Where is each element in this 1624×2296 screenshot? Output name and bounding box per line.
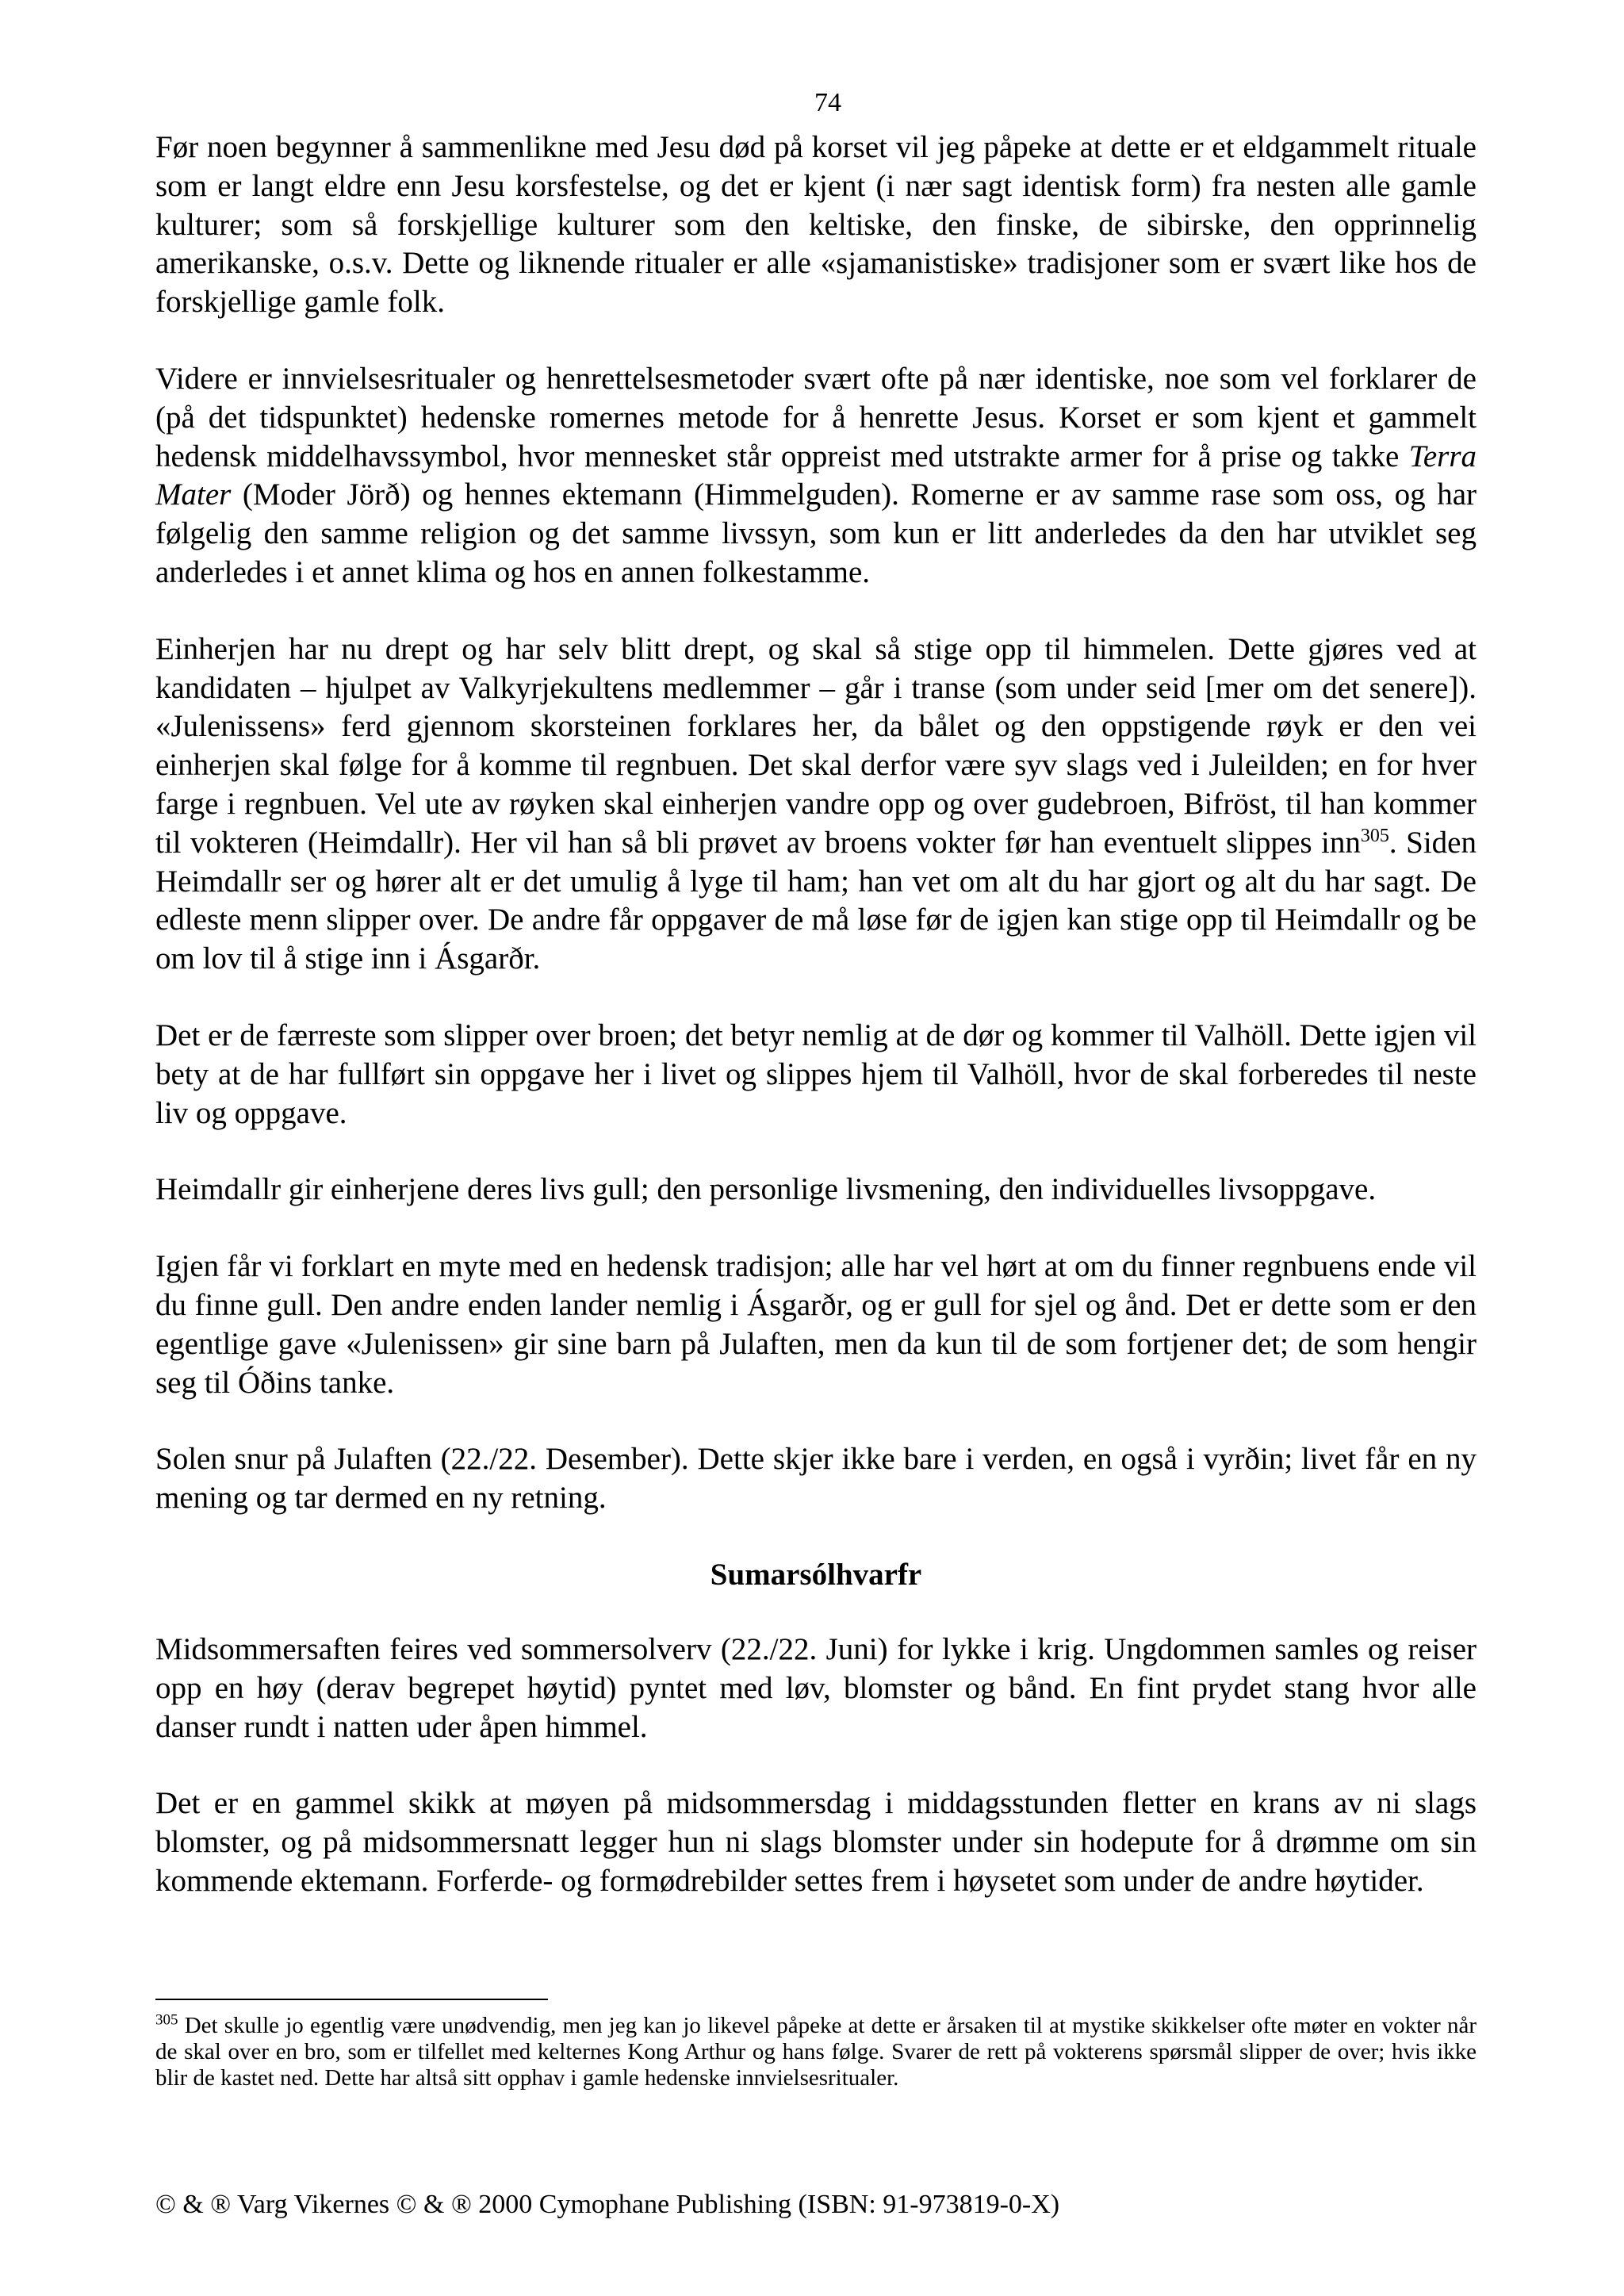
paragraph-3-text-a: Einherjen har nu drept og har selv blitt drept, og skal så stige opp til himmelen. Dette gjøres ved at kandidaten – hjulpet av Valkyrjekultens medlemmer – går i transe (som under seid [mer om det senere]). «Julenissens» ferd gjennom skorsteinen forklares her, da bålet og den oppstigende røyk er den vei einherjen skal følge for å komme til regnbuen. Det skal derfor være syv slags ved i Juleilden; en for hver farge i regnbuen. Vel ute av røyken skal einherjen vandre opp og over gudebroen, Bifröst, til han kommer til vokteren (Heimdallr). Her vil han så bli prøvet av broens vokter før han eventuelt slippes inn — [155, 631, 1477, 860]
footnote-reference[interactable]: 305 — [1360, 825, 1389, 846]
page-body — [155, 87, 1477, 1939]
paragraph-3 — [155, 631, 1477, 979]
copyright-line: © & ® Varg Vikernes © & ® 2000 Cymophane Publishing (ISBN: 91-973819-0-X) — [155, 2190, 1060, 2219]
section-heading: Sumarsólhvarfr — [710, 1557, 922, 1592]
page-number: 74 — [814, 88, 841, 117]
paragraph-2 — [155, 360, 1477, 592]
terra-mater-italic: Terra Mater — [155, 439, 1477, 512]
paragraph-6: Igjen får vi forklart en myte med en hedensk tradisjon; alle har vel hørt at om du finner regnbuens ende vil du finne gull. Den andre enden lander nemlig i Ásgarðr, og er gull for sjel og ånd. Det er dette som er den egentlige gave «Julenissen» gir sine barn på Julaften, men da kun til de som fortjener det; de som hengir seg til Óðins tanke. — [155, 1249, 1477, 1400]
paragraph-4: Det er de færreste som slipper over broen; det betyr nemlig at de dør og kommer til Valhöll. Dette igjen vil bety at de har fullført sin oppgave her i livet og slippes hjem til Valhöll, hvor de skal forberedes til neste liv og oppgave. — [155, 1018, 1477, 1130]
footnote-number: 305 — [155, 2011, 178, 2029]
paragraph-7: Solen snur på Julaften (22./22. Desember). Dette skjer ikke bare i verden, en også i vyrðin; livet får en ny mening og tar dermed en ny retning. — [155, 1442, 1477, 1516]
paragraph-2-text-b: (Moder Jörð) og hennes ektemann (Himmelguden). Romerne er av samme rase som oss, og har følgelig den samme religion og det samme livssyn, som kun er litt anderledes da den har utviklet seg anderledes i et annet klima og hos en annen folkestamme. — [155, 477, 1477, 589]
paragraph-9: Det er en gammel skikk at møyen på midsommersdag i middagsstunden fletter en krans av ni slags blomster, og på midsommersnatt legger hun ni slags blomster under sin hodepute for å drømme om sin kommende ektemann. Forferde- og formødrebilder settes frem i høysetet som under de andre høytider. — [155, 1786, 1477, 1898]
footnote-divider — [155, 1999, 548, 2000]
footnote — [155, 2013, 1477, 2091]
paragraph-5: Heimdallr gir einherjene deres livs gull; den personlige livsmening, den individuelles livsoppgave. — [155, 1172, 1377, 1207]
paragraph-1: Før noen begynner å sammenlikne med Jesu død på korset vil jeg påpeke at dette er et eldgammelt rituale som er langt eldre enn Jesu korsfestelse, og det er kjent (i nær sagt identisk form) fra nesten alle gamle kulturer; som så forskjellige kulturer som den keltiske, den finske, de sibirske, den opprinnelig amerikanske, o.s.v. Dette og liknende ritualer er alle «sjamanistiske» tradisjoner som er svært like hos de forskjellige gamle folk. — [155, 130, 1477, 320]
paragraph-2-text-a: Videre er innvielsesritualer og henrettelsesmetoder svært ofte på nær identiske, noe som vel forklarer de (på det tidspunktet) hedenske romernes metode for å henrette Jesus. Korset er som kjent et gammelt hedensk middelhavssymbol, hvor mennesket står oppreist med utstrakte armer for å prise og takke — [155, 361, 1477, 473]
paragraph-8: Midsommersaften feires ved sommersolverv (22./22. Juni) for lykke i krig. Ungdommen samles og reiser opp en høy (derav begrepet høytid) pyntet med løv, blomster og bånd. En fint prydet stang hvor alle danser rundt i natten uder åpen himmel. — [155, 1631, 1477, 1744]
footnote-text: Det skulle jo egentlig være unødvendig, men jeg kan jo likevel påpeke at dette er årsaken til at mystike skikkelser ofte møter en vokter når de skal over en bro, som er tilfellet med kelternes Kong Arthur og hans følge. Svarer de rett på vokterens spørsmål slipper de over; hvis ikke blir de kastet ned. Dette har altså sitt opphav i gamle hedenske innvielsesritualer. — [155, 2013, 1477, 2091]
paragraph-3-text-b: . Siden Heimdallr ser og hører alt er det umulig å lyge til ham; han vet om alt du har gjort og alt du har sagt. De edleste menn slipper over. De andre får oppgaver de må løse før de igjen kan stige opp til Heimdallr og be om lov til å stige inn i Ásgarðr. — [155, 825, 1477, 976]
